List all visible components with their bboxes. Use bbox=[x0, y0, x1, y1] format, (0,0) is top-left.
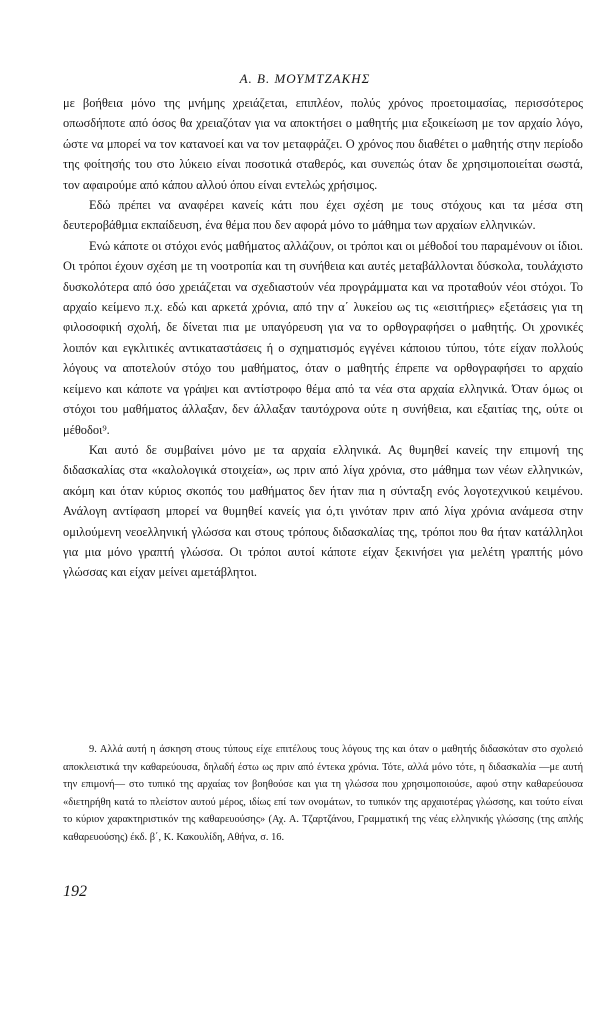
paragraph: Και αυτό δε συμβαίνει μόνο με τα αρχαία ελληνικά. Ας θυμηθεί κανείς την επιμονή της διδασκαλίας στα «καλολογικά στοιχεία», ως πριν από λίγα χρόνια, στο μάθημα των νέων ελληνικών, ακόμη και όταν κύριος σκοπός του μαθήματος δεν ήταν πια η σύνταξη ενός λογοτεχνικού κειμένου. Ανάλογη αντίφαση μπορεί να θυμηθεί κανείς για ό,τι γινόταν πριν από λίγα χρόνια ανάμεσα στην ομιλούμενη νεοελληνική γλώσσα και στους τρόπους διδασκαλίας της, τρόποι που θα ήταν κατάλληλοι για μια μόνο γραπτή γλώσσα. Οι τρόποι αυτοί κάποτε είχαν ξεκινήσει για μελέτη γραπτής μόνο γλώσσας και είχαν μείνει αμετάβλητοι. bbox=[63, 442, 583, 580]
footnote-number: 9. bbox=[89, 744, 97, 755]
paragraph: Ενώ κάποτε οι στόχοι ενός μαθήματος αλλάζουν, οι τρόποι και οι μέθοδοί του παραμένουν οι ίδιοι. Οι τρόποι έχουν σχέση με τη νοοτροπία και τη συνήθεια και αυτές μεταβάλλονται δύσκολα, τουλάχιστο δυσκολότερα από όσο χρειάζεται να σχεδιαστούν νέα προγράμματα και να προταθούν νέοι στόχοι. Το αρχαίο κείμενο π.χ. εδώ και αρκετά χρόνια, από την α΄ λυκείου ως τις «εισιτήριες» εξετάσεις για τη φιλοσοφική σχολή, δε δίνεται πια με υπαγόρευση για να το ορθογραφήσει ο μαθητής. Οι χρονικές λοιπόν και εγκλιτικές αντικαταστάσεις ή ο σχηματισμός εγγένει κάποιου τύπου, τότε είχαν πολλούς λόγους να αποτελούν στόχο του μαθήματος, όταν ο μαθητής έπρεπε να ορθογραφήσει το αρχαίο κείμενο και κάποτε να γράψει και αντίστροφο θέμα από τα νέα στα αρχαία ελληνικά. Όταν όμως οι στόχοι του μαθήματος άλλαξαν, δεν άλλαξαν ταυτόχρονα ούτε η συνήθεια, και εξαιτίας της, ούτε οι μέθοδοι⁹. bbox=[63, 238, 583, 437]
footnote-text: Αλλά αυτή η άσκηση στους τύπους είχε επιτέλους τους λόγους της και όταν ο μαθητής διδασκόταν στο σχολειό αποκλειστικά την καθαρεύουσα, δηλαδή έστω ως πριν από έντεκα χρόνια. Τότε, αλλά μόνο τότε, η διδασκαλία —με αυτή την επιμονή— στο τυπικό της αρχαίας τον βοηθούσε και για τη γλώσσα που χρησιμοποιούσε, αφού στην καθαρεύουσα «διετηρήθη κατά το πλείστον αυτού μέρος, ιδίως επί των ονομάτων, το τυπικόν της αρχαιοτέρας γλώσσης, και τούτο είναι το κύριον χαρακτηριστικόν της καθαρευούσης» (Αχ. Α. Τζαρτζάνου, Γραμματική της νέας ελληνικής γλώσσης (της απλής καθαρευούσης) έκδ. β΄, Κ. Κακουλίδη, Αθήνα, σ. 16. bbox=[63, 744, 583, 843]
main-text bbox=[63, 93, 583, 583]
page-number: 192 bbox=[63, 883, 87, 900]
running-head: Α. Β. ΜΟΥΜΤΖΑΚΗΣ bbox=[239, 71, 371, 86]
footnote bbox=[63, 741, 583, 847]
paragraph: Εδώ πρέπει να αναφέρει κανείς κάτι που έχει σχέση με τους στόχους και τα μέσα στη δευτεροβάθμια εκπαίδευση, ένα θέμα που δεν αφορά μόνο το μάθημα των αρχαίων ελληνικών. bbox=[63, 198, 583, 233]
paragraph-continued: με βοήθεια μόνο της μνήμης χρειάζεται, επιπλέον, πολύς χρόνος προετοιμασίας, περισσότερος οπωσδήποτε από όσος θα χρειαζόταν για να αποκτήσει ο μαθητής μια εξοικείωση με τον αρχαίο λόγο, ώστε να μπορεί να τον κατανοεί και να τον μεταφράζει. Ο χρόνος που διαθέτει ο μαθητής στην περίοδο της φοίτησής του στο λύκειο είναι ποσοτικά σταθερός, και συνεπώς όταν δε χρησιμοποιείται σωστά, τον αφαιρούμε από κάπου αλλού όπου είναι εντελώς χρήσιμος. bbox=[63, 96, 583, 192]
